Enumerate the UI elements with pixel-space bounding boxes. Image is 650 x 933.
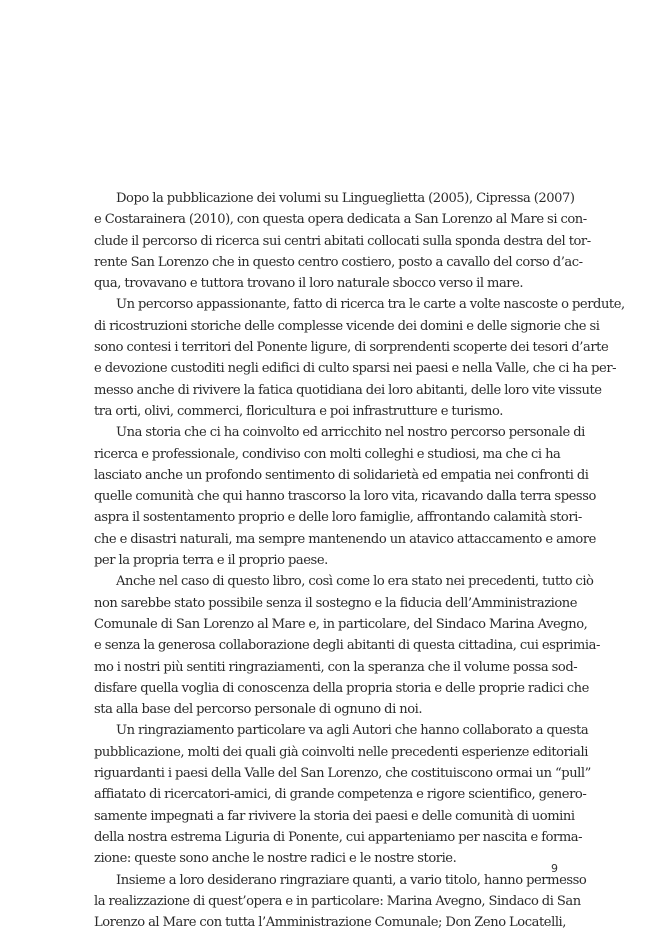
text-line: rente San Lorenzo che in questo centro costiero, posto a cavallo del corso d’ac-: [94, 252, 556, 273]
paragraph: [94, 870, 556, 933]
text-line: zione: queste sono anche le nostre radici e le nostre storie.: [94, 848, 556, 869]
text-line: mo i nostri più sentiti ringraziamenti, con la speranza che il volume possa sod-: [94, 657, 556, 678]
text-line: e devozione custoditi negli edifici di culto sparsi nei paesi e nella Valle, che ci ha per-: [94, 358, 556, 379]
text-line: aspra il sostentamento proprio e delle loro famiglie, affrontando calamità stori-: [94, 507, 556, 528]
text-line: Anche nel caso di questo libro, così come lo era stato nei precedenti, tutto ciò: [94, 571, 556, 592]
text-line: di ricostruzioni storiche delle complesse vicende dei domini e delle signorie che si: [94, 316, 556, 337]
text-line: e senza la generosa collaborazione degli abitanti di questa cittadina, cui esprimia-: [94, 635, 556, 656]
text-line: Dopo la pubblicazione dei volumi su Lingueglietta (2005), Cipressa (2007): [94, 188, 556, 209]
text-line: non sarebbe stato possibile senza il sostegno e la fiducia dell’Amministrazione: [94, 593, 556, 614]
page-number: 9: [544, 862, 558, 875]
paragraph: [94, 571, 556, 720]
text-line: sono contesi i territori del Ponente ligure, di sorprendenti scoperte dei tesori d’arte: [94, 337, 556, 358]
text-line: riguardanti i paesi della Valle del San Lorenzo, che costituiscono ormai un “pull”: [94, 763, 556, 784]
text-line: la realizzazione di quest’opera e in particolare: Marina Avegno, Sindaco di San: [94, 891, 556, 912]
paragraph: [94, 720, 556, 869]
text-line: messo anche di rivivere la fatica quotidiana dei loro abitanti, delle loro vite vissute: [94, 380, 556, 401]
text-line: Lorenzo al Mare con tutta l’Amministrazione Comunale; Don Zeno Locatelli,: [94, 912, 556, 933]
text-line: Una storia che ci ha coinvolto ed arricchito nel nostro percorso personale di: [94, 422, 556, 443]
text-line: samente impegnati a far rivivere la storia dei paesi e delle comunità di uomini: [94, 806, 556, 827]
text-line: Un percorso appassionante, fatto di ricerca tra le carte a volte nascoste o perdute,: [94, 294, 556, 315]
text-line: che e disastri naturali, ma sempre mantenendo un atavico attaccamento e amore: [94, 529, 556, 550]
body-text: [94, 188, 556, 933]
text-line: Comunale di San Lorenzo al Mare e, in particolare, del Sindaco Marina Avegno,: [94, 614, 556, 635]
text-line: lasciato anche un profondo sentimento di solidarietà ed empatia nei confronti di: [94, 465, 556, 486]
text-line: tra orti, olivi, commerci, floricultura e poi infrastrutture e turismo.: [94, 401, 556, 422]
text-line: affiatato di ricercatori-amici, di grande competenza e rigore scientifico, genero-: [94, 784, 556, 805]
text-line: clude il percorso di ricerca sui centri abitati collocati sulla sponda destra del tor-: [94, 231, 556, 252]
text-line: della nostra estrema Liguria di Ponente, cui apparteniamo per nascita e forma-: [94, 827, 556, 848]
text-line: per la propria terra e il proprio paese.: [94, 550, 556, 571]
text-line: Insieme a loro desiderano ringraziare quanti, a vario titolo, hanno permesso: [94, 870, 556, 891]
text-line: ricerca e professionale, condiviso con molti colleghi e studiosi, ma che ci ha: [94, 444, 556, 465]
text-line: disfare quella voglia di conoscenza della propria storia e delle proprie radici che: [94, 678, 556, 699]
text-line: qua, trovavano e tuttora trovano il loro naturale sbocco verso il mare.: [94, 273, 556, 294]
text-line: sta alla base del percorso personale di ognuno di noi.: [94, 699, 556, 720]
text-line: e Costarainera (2010), con questa opera dedicata a San Lorenzo al Mare si con-: [94, 209, 556, 230]
text-line: quelle comunità che qui hanno trascorso la loro vita, ricavando dalla terra spesso: [94, 486, 556, 507]
paragraph: [94, 188, 556, 294]
paragraph: [94, 422, 556, 571]
text-line: pubblicazione, molti dei quali già coinvolti nelle precedenti esperienze editoriali: [94, 742, 556, 763]
paragraph: [94, 294, 556, 422]
text-line: Un ringraziamento particolare va agli Autori che hanno collaborato a questa: [94, 720, 556, 741]
